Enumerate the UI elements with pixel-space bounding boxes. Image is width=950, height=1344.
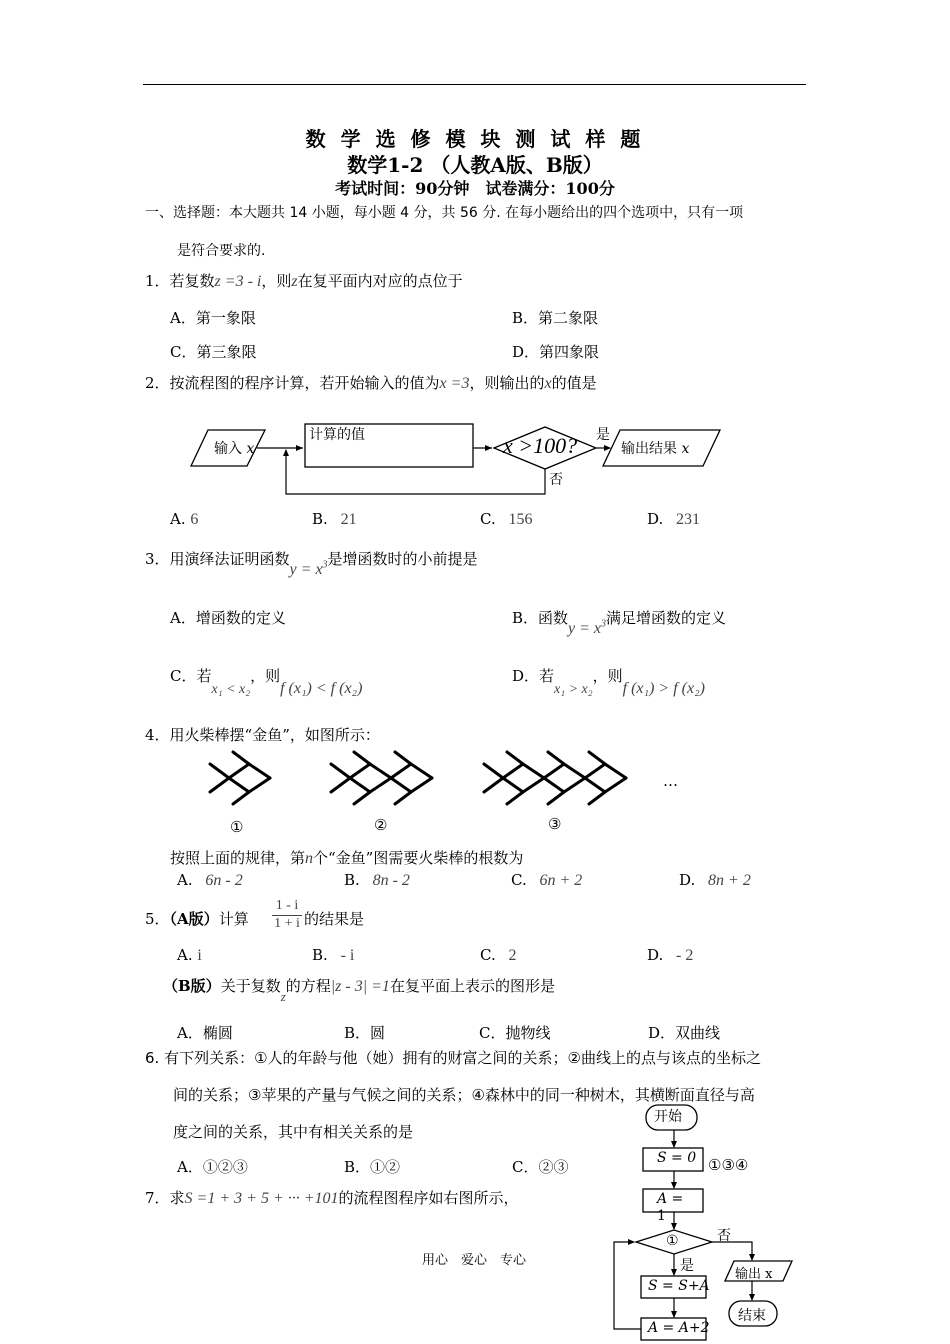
question-6-line-2: 间的关系；③苹果的产量与气候之间的关系；④森林中的同一种树木，其横断面直径与高: [173, 1086, 755, 1104]
goldfish-label-3: ③: [548, 815, 562, 833]
q5-a-option-d: D. - 2: [647, 946, 694, 964]
q7-yes-label: 是: [680, 1258, 694, 1274]
question-5-a: 5．（A版）计算: [145, 910, 249, 928]
q7-init-a-label: A =: [657, 1191, 684, 1207]
page-footer: 用心 爱心 专心: [422, 1253, 527, 1268]
q2-option-d: D. 231: [647, 510, 701, 528]
page-title: 数 学 选 修 模 块 测 试 样 题: [305, 127, 645, 151]
q7-condition-label: ①: [666, 1233, 679, 1249]
q2-option-c: C. 156: [480, 510, 533, 528]
q3-expression: $y = x^3$: [289, 559, 328, 578]
q2-compute-label: 计算的值: [309, 427, 365, 443]
q6-option-a: A．①②③: [177, 1158, 248, 1176]
q1-option-a: A．第一象限: [170, 309, 256, 327]
q4-rule-text: 按照上面的规律，第n个“金鱼”图需要火柴棒的根数为: [170, 849, 524, 867]
q7-init-s-label: S = 0: [657, 1150, 697, 1166]
q6-option-d: ①③④: [708, 1156, 749, 1174]
goldfish-label-2: ②: [374, 816, 388, 834]
exam-info: 考试时间：90分钟 试卷满分：100分: [335, 179, 615, 198]
q5-a-option-a: A. i: [177, 946, 202, 964]
section-heading-cont: 是符合要求的.: [177, 243, 266, 259]
q2-expression: x =3: [439, 375, 470, 392]
q6-option-b: B．①②: [344, 1158, 401, 1176]
question-7: 7．求S =1 + 3 + 5 + ··· +101的流程图程序如右图所示，: [145, 1189, 519, 1207]
q3-option-a: A．增函数的定义: [170, 609, 286, 627]
question-6-line-1: 6. 有下列关系：①人的年龄与他（她）拥有的财富之间的关系；②曲线上的点与该点的坐标之: [145, 1049, 761, 1067]
q4-option-a: A. 6n - 2: [177, 871, 243, 889]
q2-option-b: B. 21: [312, 510, 357, 528]
q7-no-label: 否: [717, 1228, 731, 1244]
q2-no-label: 否: [549, 472, 563, 488]
q5-b-option-b: B．圆: [344, 1024, 386, 1042]
question-6-line-3: 度之间的关系，其中有相关关系的是: [173, 1123, 414, 1141]
question-3: 3．用演绎法证明函数$y = x^3$是增函数时的小前提是: [145, 550, 478, 578]
q5-a-option-b: B. - i: [312, 946, 355, 964]
q5-fraction: 1 - i 1 + i: [272, 898, 302, 932]
q5-b-option-c: C．抛物线: [479, 1024, 551, 1042]
q4-option-c: C. 6n + 2: [511, 871, 583, 889]
q7-end-label: 结束: [738, 1308, 766, 1324]
section-heading: 一、选择题：本大题共 14 小题，每小题 4 分，共 56 分. 在每小题给出的四个选项中，只有一项: [145, 205, 744, 221]
goldfish-label-1: ①: [230, 818, 244, 836]
q2-output-label: 输出结果 x: [621, 441, 690, 457]
q1-option-c: C．第三象限: [170, 343, 257, 361]
q7-loop-back: [614, 1242, 641, 1329]
q2-condition: x >100?: [503, 433, 578, 458]
q7-update-a-label: A = A+2: [648, 1320, 710, 1336]
q3-option-b: B．函数$y = x^3$满足增函数的定义: [512, 609, 727, 637]
question-2: 2．按流程图的程序计算，若开始输入的值为x =3，则输出的x的值是: [145, 374, 597, 392]
q1-expression: z =3 - i: [214, 273, 262, 290]
q7-init-a-value: 1: [657, 1208, 666, 1224]
q5-b-option-d: D．双曲线: [648, 1024, 721, 1042]
question-4: 4．用火柴棒摆“金鱼”，如图所示：: [145, 726, 380, 744]
goldfish-ellipsis: …: [663, 772, 678, 790]
q3-option-d: D．若x₁ > x₂，则f (x₁) > f (x₂): [512, 667, 705, 697]
question-5-b: （B版）关于复数z的方程|z - 3| =1在复平面上表示的图形是: [163, 977, 555, 1004]
q2-option-a: A. 6: [170, 510, 199, 528]
q2-input-label: 输入 x: [214, 441, 255, 457]
q2-yes-label: 是: [596, 427, 610, 443]
q3-option-c: C．若x₁ < x₂，则f (x₁) < f (x₂): [170, 667, 363, 697]
question-1: 1．若复数z =3 - i，则z在复平面内对应的点位于: [145, 272, 463, 290]
q1-option-d: D．第四象限: [512, 343, 600, 361]
q1-option-b: B．第二象限: [512, 309, 599, 327]
q7-start-label: 开始: [654, 1109, 682, 1125]
q7-expression: S =1 + 3 + 5 + ··· +101: [184, 1190, 339, 1207]
q6-option-c: C．②③: [512, 1158, 569, 1176]
page-subtitle: 数学1-2 （人教A版、B版）: [347, 153, 603, 177]
q4-option-b: B. 8n - 2: [344, 871, 410, 889]
q4-option-d: D. 8n + 2: [679, 871, 751, 889]
q7-output-label: 输出 x: [735, 1267, 773, 1282]
q5-a-post: 的结果是: [304, 910, 365, 928]
q5-b-option-a: A．椭圆: [177, 1024, 233, 1042]
q5-a-option-c: C. 2: [480, 946, 517, 964]
q7-update-s-label: S = S+A: [648, 1278, 710, 1294]
